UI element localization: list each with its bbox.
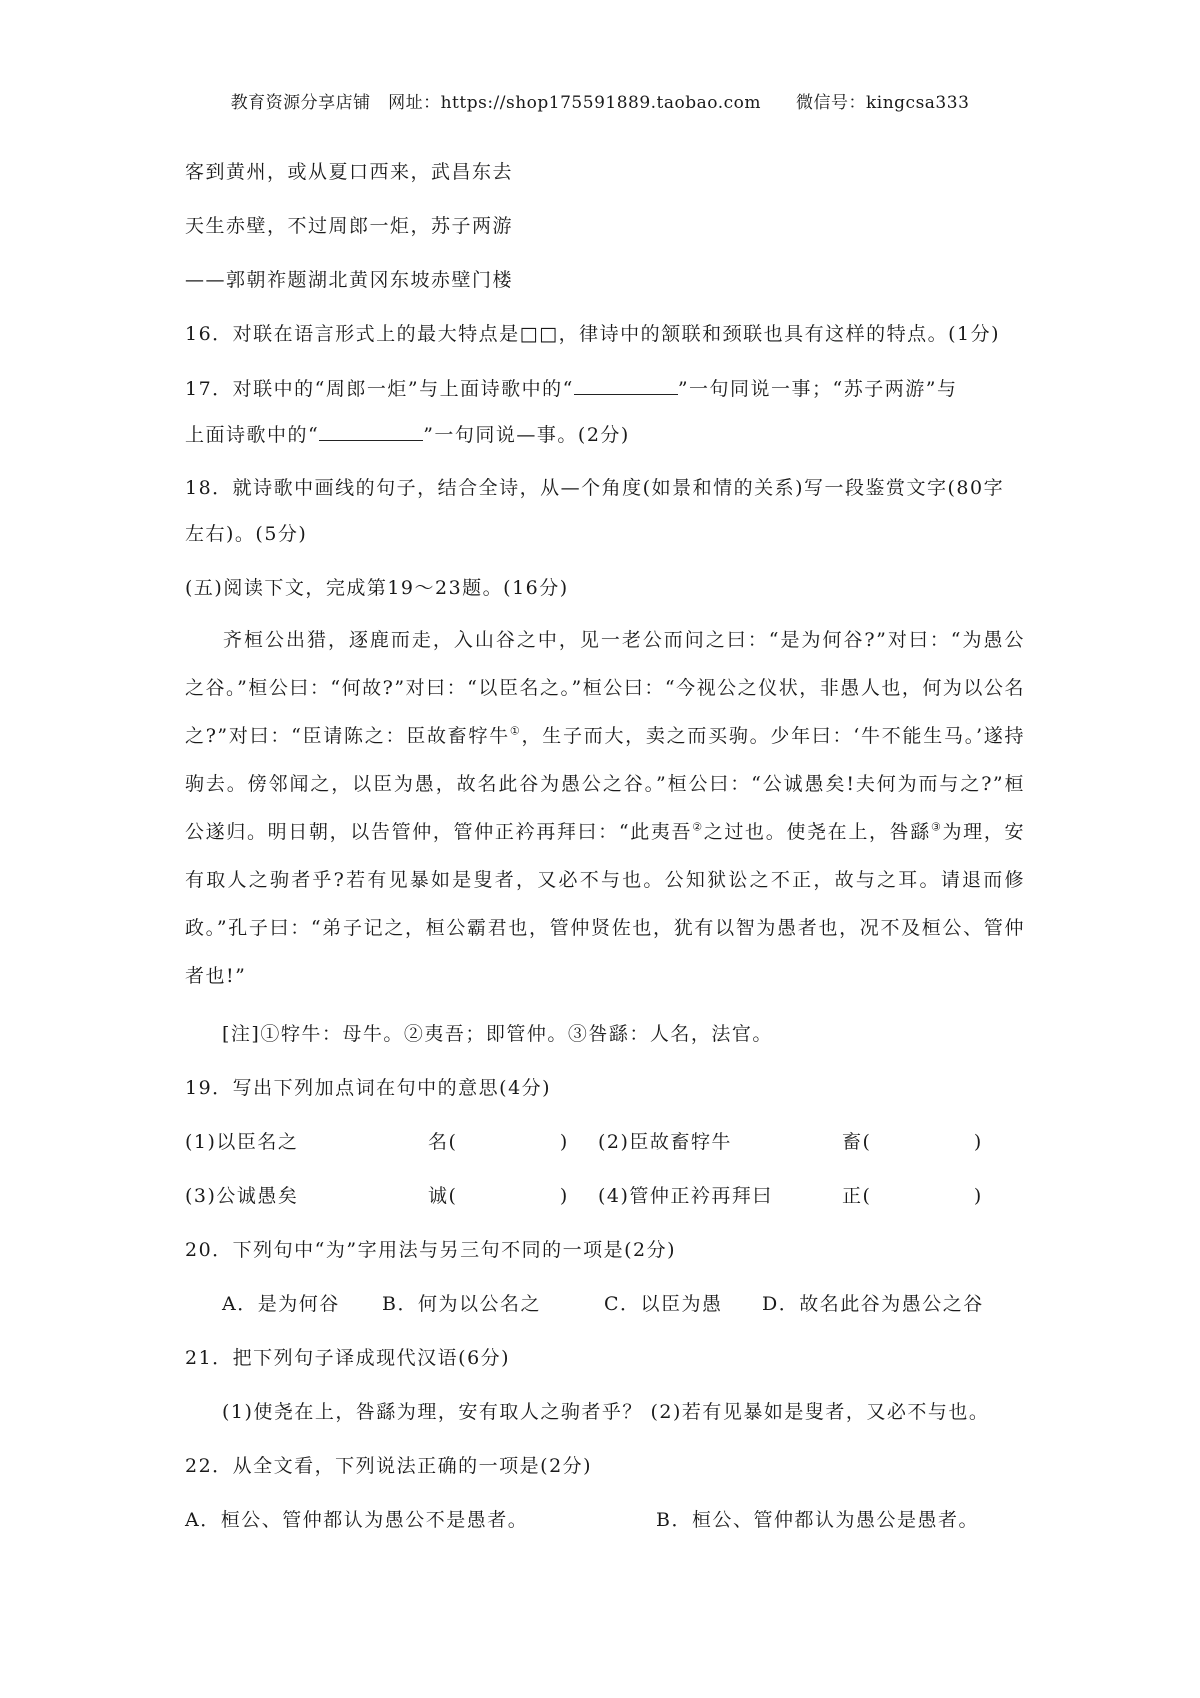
q21-sentences: (1)使尧在上，咎繇为理，安有取人之驹者乎？ (2)若有见暴如是叟者，又必不与也。 bbox=[222, 1401, 990, 1423]
classical-passage bbox=[185, 616, 1025, 1000]
question-17-line-2 bbox=[185, 422, 630, 447]
footnote-marker-1: ① bbox=[509, 724, 522, 738]
question-17-line-1 bbox=[185, 376, 957, 401]
q19-sentence-2: (2)臣故畜牸牛 bbox=[598, 1131, 732, 1153]
question-19-title: 19．写出下列加点词在句中的意思(4分) bbox=[185, 1077, 552, 1099]
q19-answer-4[interactable]: 正( ) bbox=[842, 1185, 983, 1207]
question-16: 16．对联在语言形式上的最大特点是□□，律诗中的颔联和颈联也具有这样的特点。(1分) bbox=[185, 323, 1000, 345]
q20-option-c[interactable]: C．以臣为愚 bbox=[604, 1293, 723, 1315]
q17-text-a: 17．对联中的“周郎一炬”与上面诗歌中的“ bbox=[185, 378, 574, 400]
q22-option-b[interactable]: B．桓公、管仲都认为愚公是愚者。 bbox=[656, 1509, 979, 1531]
passage-part-3: 之过也。使尧在上，咎繇 bbox=[703, 821, 931, 843]
question-22-title: 22．从全文看，下列说法正确的一项是(2分) bbox=[185, 1455, 593, 1477]
question-21-title: 21．把下列句子译成现代汉语(6分) bbox=[185, 1347, 511, 1369]
passage-note: [注]①牸牛：母牛。②夷吾；即管仲。③咎繇：人名，法官。 bbox=[222, 1023, 773, 1045]
question-20-title: 20．下列句中“为”字用法与另三句不同的一项是(2分) bbox=[185, 1239, 677, 1261]
passage-part-2: ，生子而大，卖之而买驹。少年曰：‘牛不能生马。’遂持驹去。傍邻闻之，以臣为愚，故名此谷为愚公之谷。”桓公曰：“公诚愚矣!夫何为而与之?”桓公遂归。明日朝，以告管仲，管仲正衿再拜曰：“此夷吾 bbox=[185, 725, 1025, 843]
q19-answer-2[interactable]: 畜( ) bbox=[842, 1131, 983, 1153]
q19-sentence-3: (3)公诚愚矣 bbox=[185, 1185, 299, 1207]
passage-part-1: 齐桓公出猎，逐鹿而走，入山谷之中，见一老公而问之曰：“是为何谷?”对曰：“为愚公之谷。”桓公曰：“何故?”对曰：“以臣名之。”桓公曰：“今视公之仪状，非愚人也，何为以公名之?”对曰：“臣请陈之：臣故畜牸牛 bbox=[185, 629, 1025, 747]
footnote-marker-3: ③ bbox=[930, 820, 943, 834]
q20-option-a[interactable]: A．是为何谷 bbox=[222, 1293, 340, 1315]
q19-sentence-1: (1)以臣名之 bbox=[185, 1131, 299, 1153]
q20-option-d[interactable]: D．故名此谷为愚公之谷 bbox=[762, 1293, 984, 1315]
q19-answer-1[interactable]: 名( ) bbox=[428, 1131, 569, 1153]
q20-option-b[interactable]: B．何为以公名之 bbox=[382, 1293, 541, 1315]
passage-part-4: 为理，安有取人之驹者乎?若有见暴如是叟者，又必不与也。公知狱讼之不正，故与之耳。请退而修政。”孔子曰：“弟子记之，桓公霸君也，管仲贤佐也，犹有以智为愚者也，况不及桓公、管仲者也!” bbox=[185, 821, 1025, 987]
q17-text-d: ”一句同说—事。(2分) bbox=[423, 424, 630, 446]
answer-blank-1[interactable] bbox=[574, 376, 678, 395]
answer-blank-2[interactable] bbox=[319, 422, 423, 441]
q19-sentence-4: (4)管仲正衿再拜曰 bbox=[598, 1185, 773, 1207]
couplet-line-1: 客到黄州，或从夏口西来，武昌东去 bbox=[185, 161, 514, 183]
question-18-line-1: 18．就诗歌中画线的句子，结合全诗，从—个角度(如景和情的关系)写一段鉴赏文字(80字 bbox=[185, 477, 1005, 499]
couplet-source: ——郭朝祚题湖北黄冈东坡赤壁门楼 bbox=[185, 269, 514, 291]
q17-text-c: 上面诗歌中的“ bbox=[185, 424, 320, 446]
q22-option-a[interactable]: A．桓公、管仲都认为愚公不是愚者。 bbox=[185, 1509, 529, 1531]
section-5-heading: (五)阅读下文，完成第19～23题。(16分) bbox=[185, 577, 569, 599]
question-18-line-2: 左右)。(5分) bbox=[185, 523, 308, 545]
q17-text-b: ”一句同说一事；“苏子两游”与 bbox=[677, 378, 958, 400]
couplet-line-2: 天生赤壁，不过周郎一炬，苏子两游 bbox=[185, 215, 514, 237]
page-header: 教育资源分享店铺 网址：https://shop175591889.taobao.com 微信号：kingcsa333 bbox=[230, 93, 970, 113]
footnote-marker-2: ② bbox=[692, 820, 704, 834]
q19-answer-3[interactable]: 诚( ) bbox=[428, 1185, 569, 1207]
